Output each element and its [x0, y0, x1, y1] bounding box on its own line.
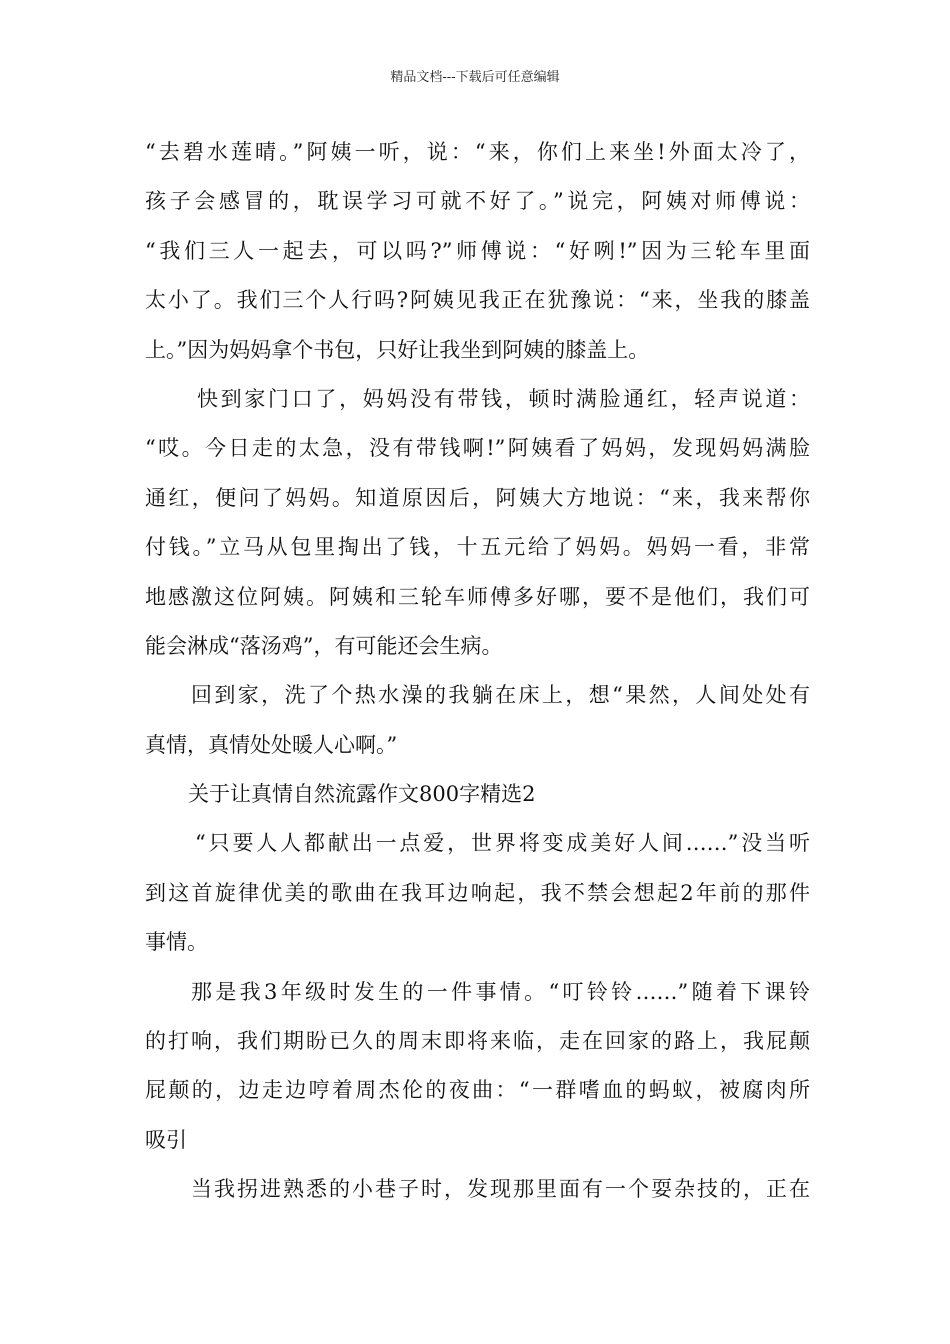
text-line: 真情，真情处处暖人心啊。”: [145, 732, 398, 757]
text-line: 快到家门口了，妈妈没有带钱，顿时满脸通红，轻声说道：: [197, 386, 810, 411]
text-line: 孩子会感冒的，耽误学习可就不好了。”说完，阿姨对师傅说：: [145, 189, 810, 214]
page-header: 精品文档---下载后可任意编辑: [390, 70, 560, 85]
document-body: [145, 128, 810, 1215]
text-line: 事情。: [145, 930, 208, 955]
text-line: 到这首旋律优美的歌曲在我耳边响起，我不禁会想起2年前的那件: [145, 880, 810, 905]
text-line: “去碧水莲晴。”阿姨一听，说：“来，你们上来坐!外面太冷了，: [145, 140, 810, 164]
text-line: 的打响，我们期盼已久的周末即将来临，走在回家的路上，我屁颠: [145, 1029, 810, 1054]
text-line: 回到家，洗了个热水澡的我躺在床上，想“果然，人间处处有: [191, 683, 810, 708]
text-line: 能会淋成“落汤鸡”，有可能还会生病。: [145, 633, 503, 658]
text-line: “我们三人一起去，可以吗?”师傅说：“好咧!”因为三轮车里面: [145, 238, 810, 263]
text-line: “哎。今日走的太急，没有带钱啊!”阿姨看了妈妈，发现妈妈满脸: [145, 436, 810, 461]
text-line: 通红，便问了妈妈。知道原因后，阿姨大方地说：“来，我来帮你: [145, 485, 810, 510]
text-line: “只要人人都献出一点爱，世界将变成美好人间……”没当听: [195, 831, 810, 856]
text-line: 太小了。我们三个人行吗?阿姨见我正在犹豫说：“来，坐我的膝盖: [145, 288, 810, 313]
text-line: 那是我3年级时发生的一件事情。“叮铃铃……”随着下课铃: [191, 979, 810, 1004]
text-line: 吸引: [145, 1127, 187, 1152]
text-line: 当我拐进熟悉的小巷子时，发现那里面有一个耍杂技的，正在: [191, 1177, 810, 1202]
text-line: 付钱。”立马从包里掏出了钱，十五元给了妈妈。妈妈一看，非常: [145, 535, 810, 560]
text-line: 屁颠的，边走边哼着周杰伦的夜曲：“一群嗜血的蚂蚁，被腐肉所: [145, 1078, 810, 1103]
text-line: 关于让真情自然流露作文800字精选2: [188, 782, 536, 807]
text-line: 上。”因为妈妈拿个书包，只好让我坐到阿姨的膝盖上。: [145, 337, 650, 362]
text-line: 地感激这位阿姨。阿姨和三轮车师傅多好哪，要不是他们，我们可: [145, 584, 810, 609]
